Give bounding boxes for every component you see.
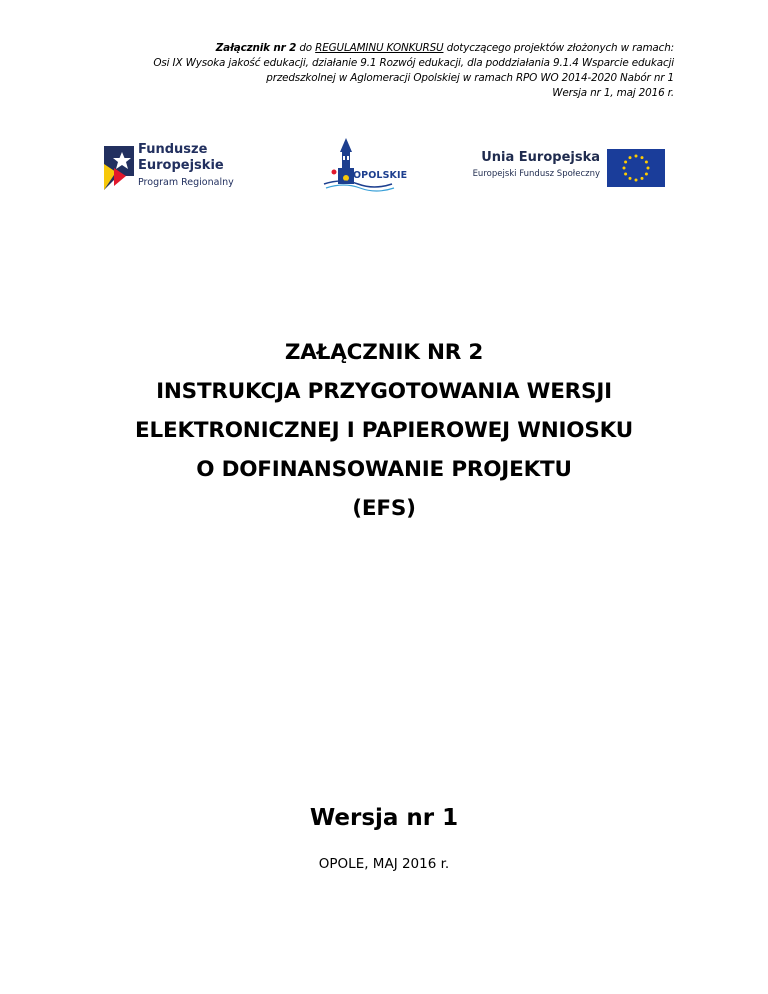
header-line-2: Osi IX Wysoka jakość edukacji, działanie 9.1 Rozwój edukacji, dla poddziałania 9.1.4 Wsparcie edukacji xyxy=(153,57,674,69)
fundusze-line-1: Fundusze xyxy=(138,142,208,157)
fundusze-europejskie-icon xyxy=(100,142,136,192)
title-line-5: (EFS) xyxy=(352,496,416,521)
version-label: Wersja nr 1 xyxy=(309,805,459,831)
document-header xyxy=(120,41,674,101)
header-connector: do xyxy=(296,42,316,54)
opolskie-tower-icon xyxy=(322,138,422,192)
fundusze-line-2: Europejskie xyxy=(138,158,224,173)
eu-flag-icon xyxy=(607,149,665,187)
ue-line-1: Unia Europejska xyxy=(481,150,600,165)
fundusze-europejskie-logo xyxy=(100,142,240,192)
title-line-3: ELEKTRONICZNEJ I PAPIEROWEJ WNIOSKU xyxy=(134,418,634,443)
title-line-2: INSTRUKCJA PRZYGOTOWANIA WERSJI xyxy=(156,379,612,404)
logo-bar xyxy=(0,138,768,194)
header-regulation-link: REGULAMINU KONKURSU xyxy=(315,42,444,54)
ue-line-2: Europejski Fundusz Społeczny xyxy=(472,169,600,179)
header-line-4: Wersja nr 1, maj 2016 r. xyxy=(552,87,674,99)
fundusze-line-3: Program Regionalny xyxy=(138,177,234,188)
place-date: OPOLE, MAJ 2016 r. xyxy=(318,856,450,872)
header-line-3: przedszkolnej w Aglomeracji Opolskiej w ramach RPO WO 2014-2020 Nabór nr 1 xyxy=(266,72,674,84)
header-attachment-label: Załącznik nr 2 xyxy=(215,42,297,54)
document-title xyxy=(0,333,768,528)
header-line-1 xyxy=(120,41,674,56)
header-line-1-rest: dotyczącego projektów złożonych w ramach: xyxy=(443,42,674,54)
unia-europejska-logo xyxy=(470,148,670,188)
title-line-1: ZAŁĄCZNIK NR 2 xyxy=(284,340,484,365)
opolskie-logo xyxy=(322,138,422,192)
title-line-4: O DOFINANSOWANIE PROJEKTU xyxy=(196,457,572,482)
opolskie-name: OPOLSKIE xyxy=(353,170,408,181)
